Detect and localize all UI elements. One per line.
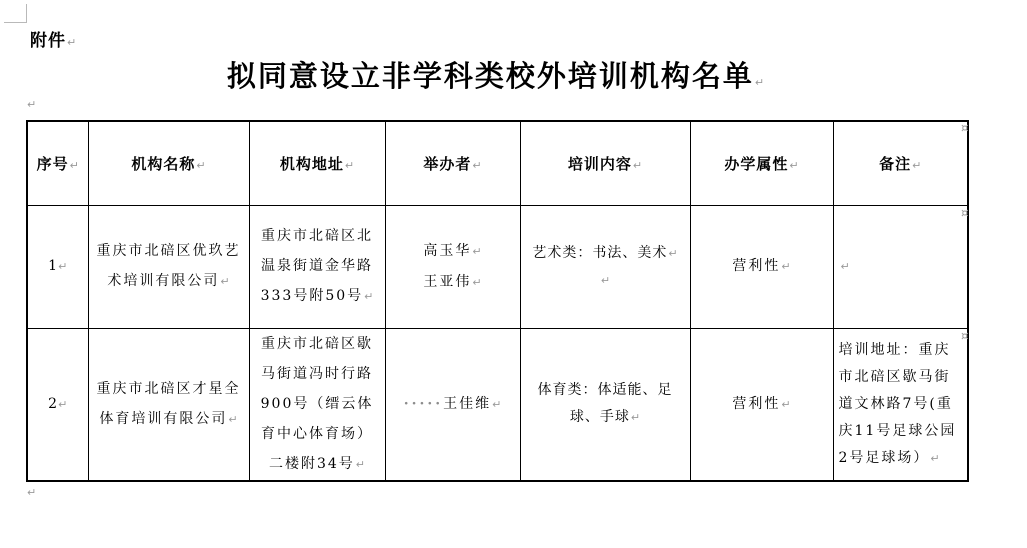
cell-training-content [520, 205, 690, 328]
header-seq [27, 121, 88, 205]
paragraph-mark-icon: ↵ [840, 260, 850, 273]
paragraph-mark-icon: ↵ [912, 158, 922, 172]
title-row [26, 54, 965, 95]
institutions-table [26, 120, 969, 482]
paragraph-mark-icon: ↵ [364, 290, 374, 303]
cell-institution-name [88, 328, 249, 481]
paragraph-mark-icon: ↵ [789, 158, 799, 172]
header-label: 序号 [36, 154, 69, 173]
row-end-mark-icon: ¤ [961, 206, 969, 220]
paragraph-mark-icon: ↵ [196, 158, 206, 172]
paragraph-mark-icon: ↵ [630, 411, 641, 424]
cell-organizer [385, 205, 520, 328]
cell-training-content [520, 328, 690, 481]
institution-name: 重庆市北碚区才星全体育培训有限公司 [96, 380, 241, 427]
training-content: 体育类：体适能、足球、手球 [537, 382, 673, 425]
page-title: 拟同意设立非学科类校外培训机构名单 [226, 59, 754, 93]
paragraph-mark-icon: ↵ [27, 486, 37, 499]
table-row [27, 205, 968, 328]
organizer-line [392, 389, 514, 420]
header-label: 机构名称 [131, 154, 196, 173]
cell-seq [27, 328, 88, 481]
cell-organizer [385, 328, 520, 481]
school-attribute: 营利性 [732, 395, 781, 412]
remark-text: 培训地址：重庆市北碚区歇马街道文林路7号(重庆11号足球公园2号足球场） [838, 341, 957, 466]
organizer-name: 王佳维 [443, 395, 492, 412]
redacted-dots: ····· [403, 395, 444, 412]
header-institution-address [249, 121, 385, 205]
paragraph-mark-icon: ↵ [472, 158, 482, 172]
paragraph-mark-icon: ↵ [344, 158, 355, 172]
training-content: 艺术类：书法、美术 [532, 244, 668, 261]
training-content-line [527, 240, 684, 267]
cell-remark [833, 328, 968, 481]
paragraph-mark-icon: ↵ [58, 397, 68, 411]
header-institution-name [88, 121, 249, 205]
paragraph-mark-icon: ↵ [472, 275, 482, 289]
attachment-heading [30, 26, 76, 51]
header-training-content [520, 121, 690, 205]
paragraph-mark-icon: ↵ [220, 275, 230, 288]
organizer-line [392, 236, 514, 267]
table-header-row [27, 121, 968, 205]
paragraph-mark-icon: ↵ [668, 246, 678, 260]
header-label: 培训内容 [567, 154, 632, 173]
paragraph-mark-icon: ↵ [930, 451, 940, 465]
attachment-label: 附件 [30, 31, 66, 51]
row-end-mark-icon: ¤ [961, 121, 969, 135]
paragraph-mark-icon: ↵ [27, 98, 37, 111]
cell-remark [833, 205, 968, 328]
seq-value: 1 [48, 258, 58, 274]
institution-address: 重庆市北碚区歇马街道冯时行路900号（缙云体育中心体育场）二楼附34号 [260, 335, 374, 472]
paragraph-mark-icon: ↵ [58, 260, 68, 273]
organizer-line [392, 267, 514, 298]
header-label: 机构地址 [279, 154, 344, 173]
paragraph-mark-icon: ↵ [69, 158, 79, 172]
paragraph-mark-icon: ↵ [355, 457, 366, 471]
header-label: 备注 [879, 154, 912, 173]
organizer-name: 高玉华 [423, 242, 472, 259]
empty-paragraph [527, 267, 684, 294]
paragraph-mark-icon: ↵ [492, 397, 502, 411]
cell-institution-address [249, 205, 385, 328]
paragraph-mark-icon: ↵ [600, 273, 611, 287]
table-row [27, 328, 968, 481]
paragraph-mark-icon: ↵ [228, 412, 238, 426]
cell-seq [27, 205, 88, 328]
row-end-mark-icon: ¤ [961, 329, 969, 343]
margin-corner-mark-horizontal [4, 22, 27, 23]
organizer-name: 王亚伟 [423, 273, 472, 290]
cell-institution-address [249, 328, 385, 481]
cell-school-attribute [690, 328, 833, 481]
header-school-attribute [690, 121, 833, 205]
institution-address: 重庆市北碚区北温泉街道金华路333号附50号 [260, 228, 373, 304]
paragraph-mark-icon: ↵ [781, 260, 791, 273]
header-label: 办学属性 [724, 154, 789, 173]
paragraph-mark-icon: ↵ [67, 36, 77, 49]
school-attribute: 营利性 [732, 258, 781, 274]
header-remark [833, 121, 968, 205]
cell-school-attribute [690, 205, 833, 328]
seq-value: 2 [48, 395, 58, 412]
institution-name: 重庆市北碚区优玖艺术培训有限公司 [96, 243, 241, 289]
margin-corner-mark-vertical [26, 4, 27, 23]
header-label: 举办者 [423, 154, 472, 173]
cell-institution-name [88, 205, 249, 328]
paragraph-mark-icon: ↵ [754, 76, 765, 89]
paragraph-mark-icon: ↵ [781, 397, 791, 411]
paragraph-mark-icon: ↵ [472, 244, 482, 258]
header-organizer [385, 121, 520, 205]
paragraph-mark-icon: ↵ [632, 158, 643, 172]
